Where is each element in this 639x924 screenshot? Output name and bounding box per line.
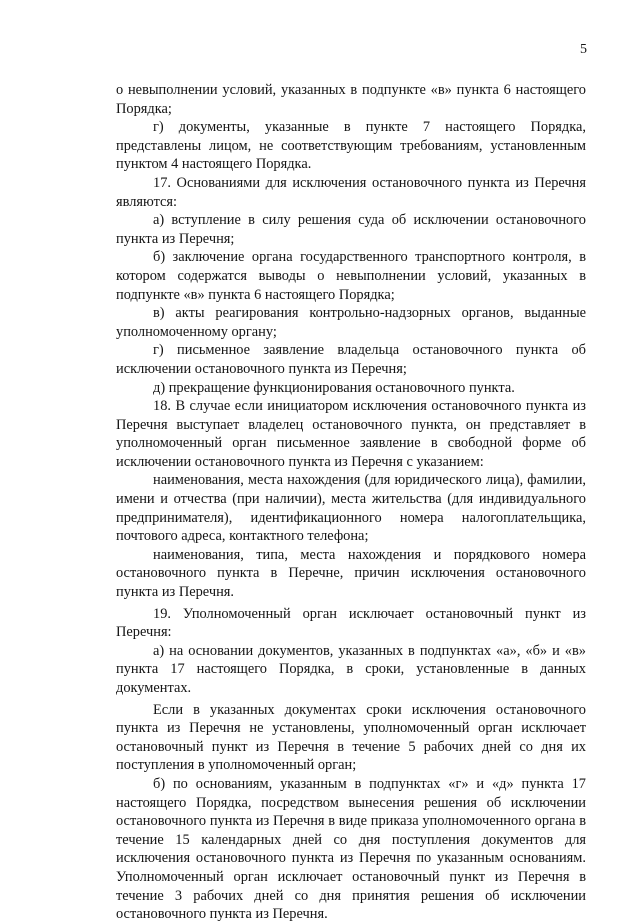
paragraph-continuation: о невыполнении условий, указанных в подпункте «в» пункта 6 настоящего Порядка;	[116, 82, 586, 117]
paragraph-19a-note: Если в указанных документах сроки исключения остановочного пункта из Перечня не установлены, уполномоченный орган исключает остановочный пункт из Перечня в течение 5 рабочих дней со дня их поступления в уполномоченный орган;	[116, 701, 586, 774]
paragraph-17b: б) заключение органа государственного транспортного контроля, в котором содержатся выводы о невыполнении условий, указанных в подпункте «в» пункта 6 настоящего Порядка;	[116, 249, 586, 303]
paragraph-17d: д) прекращение функционирования остановочного пункта.	[153, 379, 515, 396]
paragraph-18-item-2: наименования, типа, места нахождения и порядкового номера остановочного пункта в Перечне, причин исключения остановочного пункта из Перечня.	[116, 546, 586, 601]
paragraph-17a: а) вступление в силу решения суда об исключении остановочного пункта из Перечня;	[116, 212, 586, 247]
page-number: 5	[580, 42, 587, 57]
paragraph-17: 17. Основаниями для исключения остановочного пункта из Перечня являются:	[116, 174, 586, 210]
paragraph-17v: в) акты реагирования контрольно-надзорных органов, выданные уполномоченному органу;	[116, 305, 586, 340]
paragraph-19a: а) на основании документов, указанных в подпунктах «а», «б» и «в» пункта 17 настоящего Порядка, в сроки, установленные в данных документах.	[116, 642, 586, 696]
paragraph-16g: г) документы, указанные в пункте 7 настоящего Порядка, представлены лицом, не соответствующим требованиям, установленным пунктом 4 настоящего Порядка.	[116, 119, 586, 173]
document-body	[116, 81, 586, 924]
paragraph-19b: б) по основаниям, указанным в подпунктах «г» и «д» пункта 17 настоящего Порядка, посредством вынесения решения об исключении остановочного пункта из Перечня в виде приказа уполномоченного органа в течение 15 календарных дней со дня поступления документов для исключения остановочного пункта из Перечня по указанным основаниям. Уполномоченный орган исключает остановочный пункт из Перечня в течение 3 рабочих дней со дня принятия решения об исключении остановочного пункта из Перечня.	[116, 775, 586, 923]
paragraph-19: 19. Уполномоченный орган исключает остановочный пункт из Перечня:	[116, 605, 586, 641]
paragraph-18: 18. В случае если инициатором исключения остановочного пункта из Перечня выступает владелец остановочного пункта, он представляет в уполномоченный орган письменное заявление в свободной форме об исключении остановочного пункта из Перечня с указанием:	[116, 398, 586, 470]
paragraph-17g: г) письменное заявление владельца остановочного пункта об исключении остановочного пункта из Перечня;	[116, 342, 586, 377]
paragraph-18-item-1: наименования, места нахождения (для юридического лица), фамилии, имени и отчества (при наличии), места жительства (для индивидуального предпринимателя), идентификационного номера налогоплательщика, почтового адреса, контактного телефона;	[116, 472, 586, 545]
